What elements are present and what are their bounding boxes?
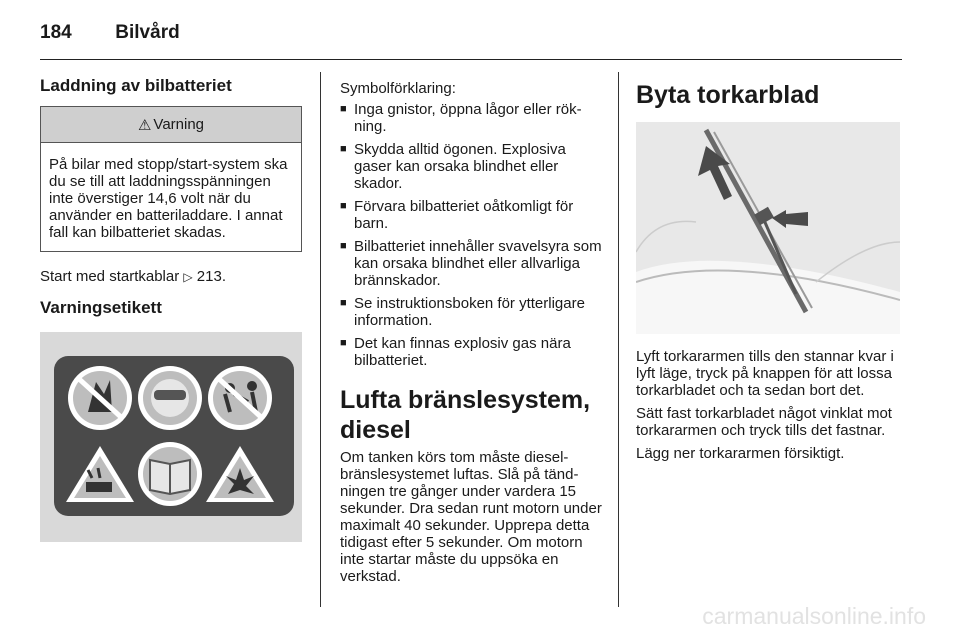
warning-title: Varning	[153, 116, 205, 133]
warning-label-heading: Varningsetikett	[40, 298, 162, 317]
chapter-title: Bilvård	[115, 22, 180, 43]
column-1	[40, 76, 302, 542]
page-header	[40, 22, 180, 44]
column-3	[636, 80, 902, 462]
symbol-list	[340, 101, 602, 369]
start-cables-text	[40, 268, 302, 286]
list-item: ■ Se instruktionsboken för ytterligare information.	[340, 295, 602, 329]
watermark-text: carmanualsonline.info	[702, 603, 926, 629]
column-divider-2	[618, 72, 619, 607]
fuel-system-heading	[340, 385, 602, 445]
wiper-blade-image	[636, 122, 900, 334]
column-2	[340, 80, 602, 585]
wiper-step-3: Lägg ner torkararmen försiktigt.	[636, 445, 845, 462]
header-rule	[40, 59, 902, 60]
warning-box	[40, 106, 302, 252]
start-page-ref[interactable]: 213.	[196, 268, 226, 285]
column-divider-1	[320, 72, 321, 607]
list-item: ■ Förvara bilbatteriet oåtkomligt för barn.	[340, 198, 602, 232]
start-text: Start med startkablar	[40, 268, 180, 285]
wiper-step-2: Sätt fast torkarbladet något vinklat mot torkararmen och tryck tills det fastnar.	[636, 405, 892, 439]
list-item: ■ Inga gnistor, öppna lågor eller rökning.	[340, 101, 602, 135]
list-item: ■ Skydda alltid ögonen. Explosiva gaser kan orsaka blindhet eller skador.	[340, 141, 602, 192]
list-item: ■ Bilbatteriet innehåller svavelsyra som kan orsaka blindhet eller allvarliga brännskador.	[340, 238, 602, 289]
page-number: 184	[40, 22, 72, 43]
wiper-step-1: Lyft torkararmen tills den stannar kvar i lyft läge, tryck på knappen för att lossa torkarbladet och ta sedan bort det.	[636, 348, 894, 399]
no-flame-icon	[68, 366, 132, 430]
list-item: ■ Det kan finnas explosiv gas nära bilbatteriet.	[340, 335, 602, 369]
wiper-heading: Byta torkarblad	[636, 81, 820, 109]
eye-protection-icon	[138, 366, 202, 430]
keep-away-children-icon	[208, 366, 272, 430]
page-ref-arrow-icon: ▷	[183, 270, 193, 284]
battery-charging-heading: Laddning av bilbatteriet	[40, 76, 232, 95]
fuel-system-heading-line1: Lufta bränslesystem,	[340, 386, 591, 414]
warning-header	[41, 107, 301, 143]
fuel-system-heading-line2: diesel	[340, 416, 411, 444]
warning-text: På bilar med stopp/start-system ska du se till att laddningsspänningen inte överstiger 14,6 volt när du använder en batteriladdare. I annat fall kan bilbatteriet skadas.	[49, 156, 288, 241]
fuel-system-text: Om tanken körs tom måste dieselbränslesystemet luftas. Slå på tändningen tre gånger under vardera 15 sekunder. Dra sedan runt motorn under maximalt 40 sekunder. Upprepa detta tidigast efter 5 sekunder. Om motorn inte startar måste du uppsöka en verkstad.	[340, 449, 602, 585]
warning-label-image	[40, 332, 302, 542]
symbol-legend-heading: Symbolförklaring:	[340, 80, 456, 97]
read-manual-icon	[138, 442, 202, 506]
warning-triangle-icon: ⚠	[137, 116, 152, 134]
